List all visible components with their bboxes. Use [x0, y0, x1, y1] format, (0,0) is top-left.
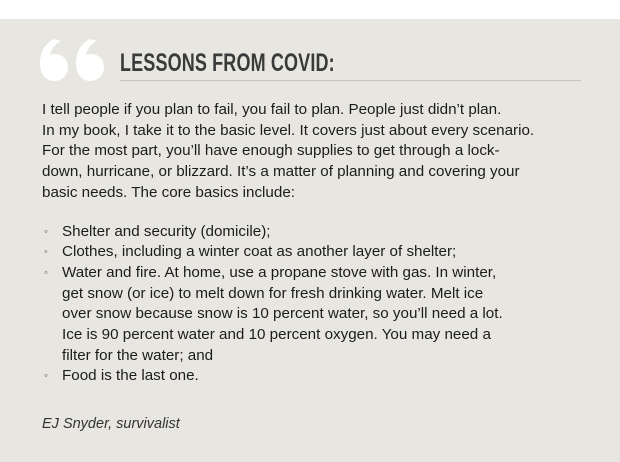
quotation-mark-icon	[38, 35, 106, 83]
list-item-text: filter for the water; and	[62, 346, 214, 364]
core-basics-list	[42, 222, 590, 388]
list-item	[42, 222, 590, 243]
bullet-marker-icon: ◦	[44, 225, 48, 238]
list-item	[42, 263, 590, 367]
list-item-text: get snow (or ice) to melt down for fresh drinking water. Melt ice	[62, 284, 484, 302]
list-item	[42, 242, 590, 263]
list-item-text: Food is the last one.	[62, 367, 199, 385]
attribution: EJ Snyder, survivalist	[42, 416, 180, 432]
list-item-text: over snow because snow is 10 percent water, so you’ll need a lot.	[62, 305, 503, 323]
heading-divider	[120, 80, 581, 81]
intro-paragraph	[42, 100, 590, 204]
intro-line: For the most part, you’ll have enough supplies to get through a lock-	[42, 142, 500, 160]
article-body	[42, 100, 590, 387]
list-item	[42, 366, 590, 387]
list-item-text: Ice is 90 percent water and 10 percent oxygen. You may need a	[62, 326, 491, 344]
bullet-marker-icon: ◦	[44, 266, 48, 279]
bullet-marker-icon: ◦	[44, 246, 48, 259]
section-heading: LESSONS FROM COVID:	[120, 49, 335, 77]
intro-line: I tell people if you plan to fail, you fail to plan. People just didn’t plan.	[42, 101, 502, 118]
bullet-marker-icon: ◦	[44, 370, 48, 383]
list-item-text: Clothes, including a winter coat as another layer of shelter;	[62, 243, 457, 261]
intro-line: basic needs. The core basics include:	[42, 183, 295, 201]
list-item-text: Water and fire. At home, use a propane stove with gas. In winter,	[62, 263, 497, 281]
intro-line: down, hurricane, or blizzard. It’s a matter of planning and covering your	[42, 163, 520, 181]
sidebar-card	[0, 19, 620, 462]
intro-line: In my book, I take it to the basic level. It covers just about every scenario.	[42, 121, 535, 139]
list-item-text: Shelter and security (domicile);	[62, 222, 271, 240]
